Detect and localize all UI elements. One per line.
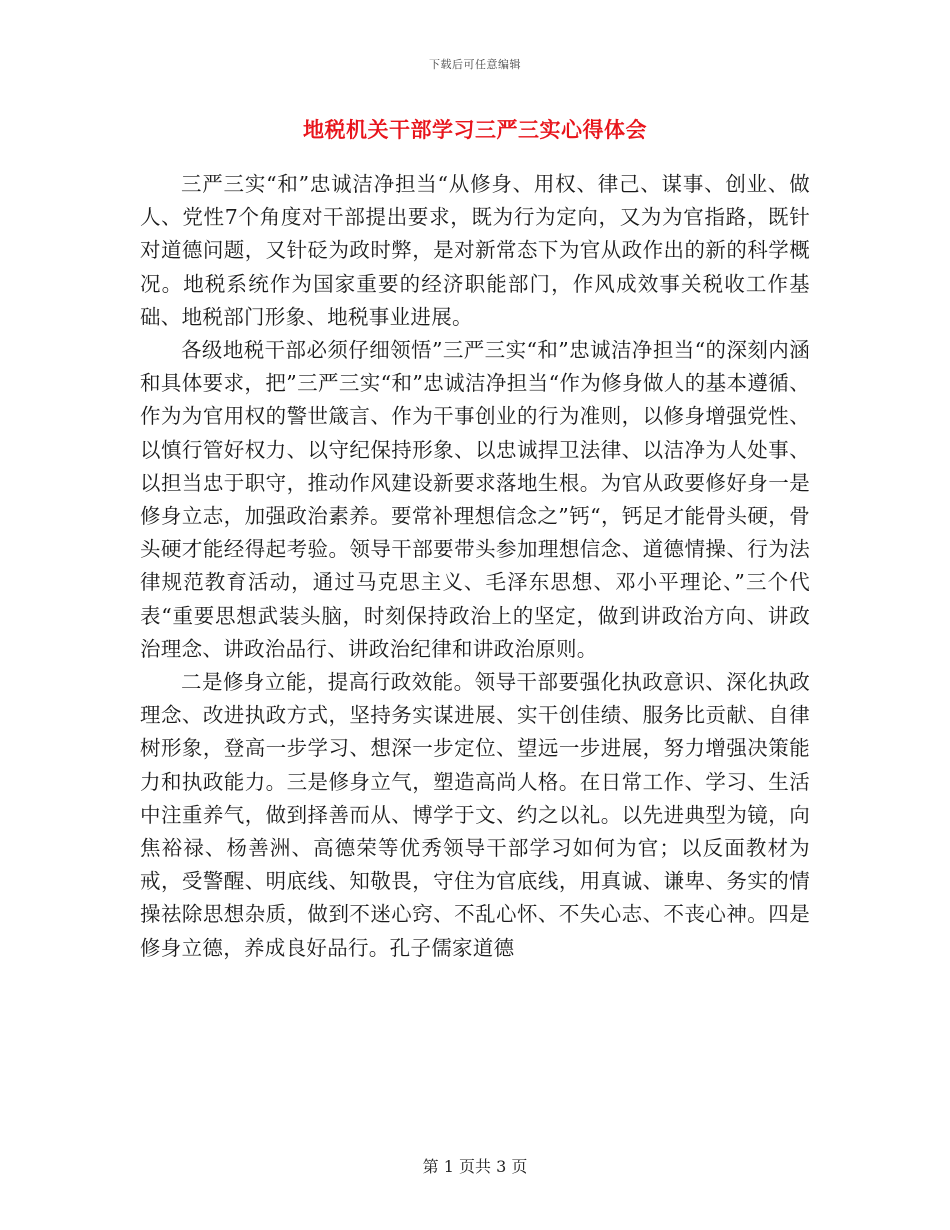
page-number-footer: 第 1 页共 3 页	[422, 1157, 528, 1176]
paragraph-1: 三严三实“和”忠诚洁净担当“从修身、用权、律己、谋事、创业、做人、党性7个角度对干部提出要求，既为行为定向，又为为官指路，既针对道德问题，又针砭为政时弊，是对新常态下为官从政作出的新的科学概况。地税系统作为国家重要的经济职能部门，作风成效事关税收工作基础、地税部门形象、地税事业进展。	[140, 172, 810, 329]
paragraph-2: 各级地税干部必须仔细领悟”三严三实“和”忠诚洁净担当“的深刻内涵和具体要求，把”三严三实“和”忠诚洁净担当“作为修身做人的基本遵循、作为为官用权的警世箴言、作为干事创业的行为准则，以修身增强党性、以慎行管好权力、以守纪保持形象、以忠诚捍卫法律、以洁净为人处事、以担当忠于职守，推动作风建设新要求落地生根。为官从政要修好身一是修身立志，加强政治素养。要常补理想信念之”钙“，钙足才能骨头硬，骨头硬才能经得起考验。领导干部要带头参加理想信念、道德情操、行为法律规范教育活动，通过马克思主义、毛泽东思想、邓小平理论、”三个代表“重要思想武装头脑，时刻保持政治上的坚定，做到讲政治方向、讲政治理念、讲政治品行、讲政治纪律和讲政治原则。	[140, 338, 810, 661]
document-body	[140, 168, 810, 965]
paragraph-3: 二是修身立能，提高行政效能。领导干部要强化执政意识、深化执政理念、改进执政方式，坚持务实谋进展、实干创佳绩、服务比贡献、自律树形象，登高一步学习、想深一步定位、望远一步进展，努力增强决策能力和执政能力。三是修身立气，塑造高尚人格。在日常工作、学习、生活中注重养气，做到择善而从、博学于文、约之以礼。以先进典型为镜，向焦裕禄、杨善洲、高德荣等优秀领导干部学习如何为官；以反面教材为戒，受警醒、明底线、知敬畏，守住为官底线，用真诚、谦卑、务实的情操祛除思想杂质，做到不迷心窍、不乱心怀、不失心志、不丧心神。四是修身立德，养成良好品行。孔子儒家道德	[140, 670, 810, 960]
document-title: 地税机关干部学习三严三实心得体会	[303, 117, 647, 142]
header-note: 下载后可任意编辑	[429, 58, 521, 71]
